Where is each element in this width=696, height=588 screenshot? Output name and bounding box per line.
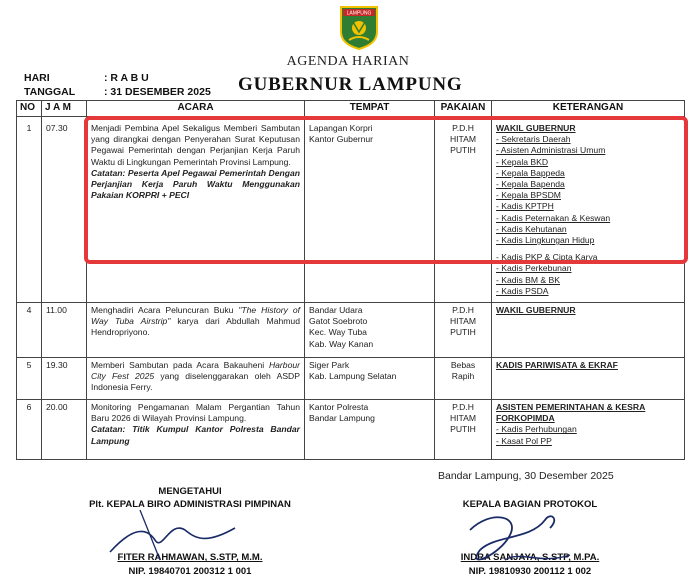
table-row <box>17 400 685 460</box>
place-line: Kec. Way Tuba <box>309 327 367 338</box>
right-signature <box>450 500 600 580</box>
day-value: : R A B U <box>104 72 149 84</box>
row-dress <box>435 400 492 460</box>
attendee-item: - Kadis Perkebunan <box>496 263 572 274</box>
place-line: Bandar Udara <box>309 305 363 315</box>
table-row <box>17 117 685 303</box>
agenda-table <box>16 100 685 460</box>
attendee-head: WAKIL GUBERNUR <box>496 305 576 315</box>
place-line: Gatot Soebroto <box>309 316 368 327</box>
place-line: Kantor Polresta <box>309 402 369 412</box>
row-attendees <box>492 303 685 358</box>
left-signatory-title-2: Plt. KEPALA BIRO ADMINISTRASI PIMPINAN <box>89 499 291 510</box>
attendee-head: KADIS PARIWISATA & EKRAF <box>496 360 618 370</box>
event-text: Memberi Sambutan pada Acara Bakauheni <box>91 360 269 370</box>
row-dress <box>435 358 492 400</box>
dress-line: PUTIH <box>450 424 476 435</box>
dress-line: HITAM <box>449 413 477 424</box>
row-dress <box>435 303 492 358</box>
event-note: Catatan: Titik Kumpul Kantor Polresta Bandar Lampung <box>91 424 300 446</box>
dress-line: Bebas <box>450 360 476 370</box>
col-header-no: NO <box>17 101 42 117</box>
attendee-item: - Kadis Peternakan & Keswan <box>496 212 611 223</box>
left-signature <box>100 500 250 570</box>
right-signatory-name: INDRA SANJAYA, S.STP, M.PA. <box>460 552 600 563</box>
dress-line: PUTIH <box>450 327 476 338</box>
right-signatory-title: KEPALA BAGIAN PROTOKOL <box>462 499 598 510</box>
agenda-subtitle: AGENDA HARIAN <box>286 54 410 69</box>
attendee-item: - Kepala Bapenda <box>496 179 565 190</box>
left-signatory-nip: NIP. 19840701 200312 1 001 <box>128 566 252 577</box>
row-no: 1 <box>17 117 42 303</box>
row-no: 5 <box>17 358 42 400</box>
row-time: 19.30 <box>42 358 87 400</box>
place-date: Bandar Lampung, 30 Desember 2025 <box>438 470 614 482</box>
row-place <box>305 358 435 400</box>
row-no: 4 <box>17 303 42 358</box>
event-book-title: "The History of Way Tuba Airstrip" <box>91 305 300 327</box>
row-place <box>305 303 435 358</box>
place-line: Kab. Way Kanan <box>309 338 374 349</box>
dress-line: HITAM <box>449 134 477 145</box>
row-time: 20.00 <box>42 400 87 460</box>
dress-line: P.D.H <box>452 305 474 315</box>
col-header-event: ACARA <box>87 101 305 117</box>
attendee-item: - Kepala BKD <box>496 156 549 167</box>
event-text: karya dari Abdullah Mahmud Hendropriyono. <box>91 316 300 338</box>
place-line: Kantor Gubernur <box>309 134 374 145</box>
row-time: 11.00 <box>42 303 87 358</box>
place-line: Bandar Lampung <box>309 413 375 424</box>
table-row <box>17 303 685 358</box>
event-note: Catatan: Peserta Apel Pegawai Pemerintah Dengan Perjanjian Kerja Paruh Waktu Menggunakan Pakaian KORPRI + PECI <box>91 167 300 201</box>
attendee-item: - Asisten Administrasi Umum <box>496 145 606 156</box>
attendee-item: - Kadis PKP & Cipta Karya <box>496 252 598 263</box>
left-signatory-name: FITER RAHMAWAN, S.STP, M.M. <box>117 552 263 563</box>
event-text: Menjadi Pembina Apel Sekaligus Memberi Sambutan yang dirangkai dengan Penyerahan Surat Keputusan Pegawai Pemerintah dengan Perjanjian Kerja Paruh Waktu di Lingkungan Pemerintah Provinsi Lampung. <box>91 123 300 167</box>
place-line: Lapangan Korpri <box>309 123 373 133</box>
row-event <box>87 400 305 460</box>
row-time: 07.30 <box>42 117 87 303</box>
left-signatory-title-1: MENGETAHUI <box>158 486 222 497</box>
dress-line: PUTIH <box>450 145 476 156</box>
right-signatory-nip: NIP. 19810930 200112 1 002 <box>468 566 592 577</box>
row-event <box>87 303 305 358</box>
col-header-place: TEMPAT <box>305 101 435 117</box>
place-line: Siger Park <box>309 360 350 370</box>
row-attendees <box>492 400 685 460</box>
crest-text: LAMPUNG <box>346 10 372 17</box>
attendee-item: - Kadis Lingkungan Hidup <box>496 235 595 246</box>
row-dress <box>435 117 492 303</box>
lampung-crest-logo <box>338 4 380 50</box>
date-label: TANGGAL <box>24 86 76 98</box>
dress-line: P.D.H <box>452 123 474 133</box>
event-fest-title: Harbour City Fest 2025 <box>91 360 300 382</box>
attendee-head: WAKIL GUBERNUR <box>496 123 576 133</box>
date-value: : 31 DESEMBER 2025 <box>104 86 211 98</box>
attendee-head-2: FORKOPIMDA <box>496 413 555 424</box>
attendee-head: ASISTEN PEMERINTAHAN & KESRA <box>496 402 646 412</box>
dress-line: HITAM <box>449 316 477 327</box>
row-place <box>305 400 435 460</box>
day-label: HARI <box>24 72 50 84</box>
place-line: Kab. Lampung Selatan <box>309 371 397 382</box>
col-header-dress: PAKAIAN <box>435 101 492 117</box>
attendee-item: - Kepala Bappeda <box>496 167 565 178</box>
row-attendees <box>492 358 685 400</box>
table-row <box>17 358 685 400</box>
event-text: Menghadiri Acara Peluncuran Buku <box>91 305 239 315</box>
col-header-time: J A M <box>42 101 87 117</box>
col-header-notes: KETERANGAN <box>492 101 685 117</box>
row-place <box>305 117 435 303</box>
row-attendees <box>492 117 685 303</box>
row-event <box>87 117 305 303</box>
attendee-item: - Kadis PSDA <box>496 285 549 296</box>
attendee-item: - Kadis BM & BK <box>496 274 560 285</box>
dress-line: P.D.H <box>452 402 474 412</box>
attendee-item: - Kadis Perhubungan <box>496 424 577 435</box>
attendee-item: - Sekretaris Daerah <box>496 134 571 145</box>
attendee-item: - Kadis KPTPH <box>496 201 554 212</box>
row-no: 6 <box>17 400 42 460</box>
page-title: GUBERNUR LAMPUNG <box>238 74 463 95</box>
event-text: Monitoring Pengamanan Malam Pergantian Tahun Baru 2026 di Wilayah Provinsi Lampung. <box>91 402 300 424</box>
row-event <box>87 358 305 400</box>
attendee-item: - Kepala BPSDM <box>496 190 561 201</box>
dress-line: Rapih <box>451 371 475 382</box>
attendee-item: - Kasat Pol PP <box>496 435 552 446</box>
attendee-item: - Kadis Kehutanan <box>496 223 567 234</box>
event-text: yang diselenggarakan oleh ASDP Indonesia Ferry. <box>91 371 300 393</box>
